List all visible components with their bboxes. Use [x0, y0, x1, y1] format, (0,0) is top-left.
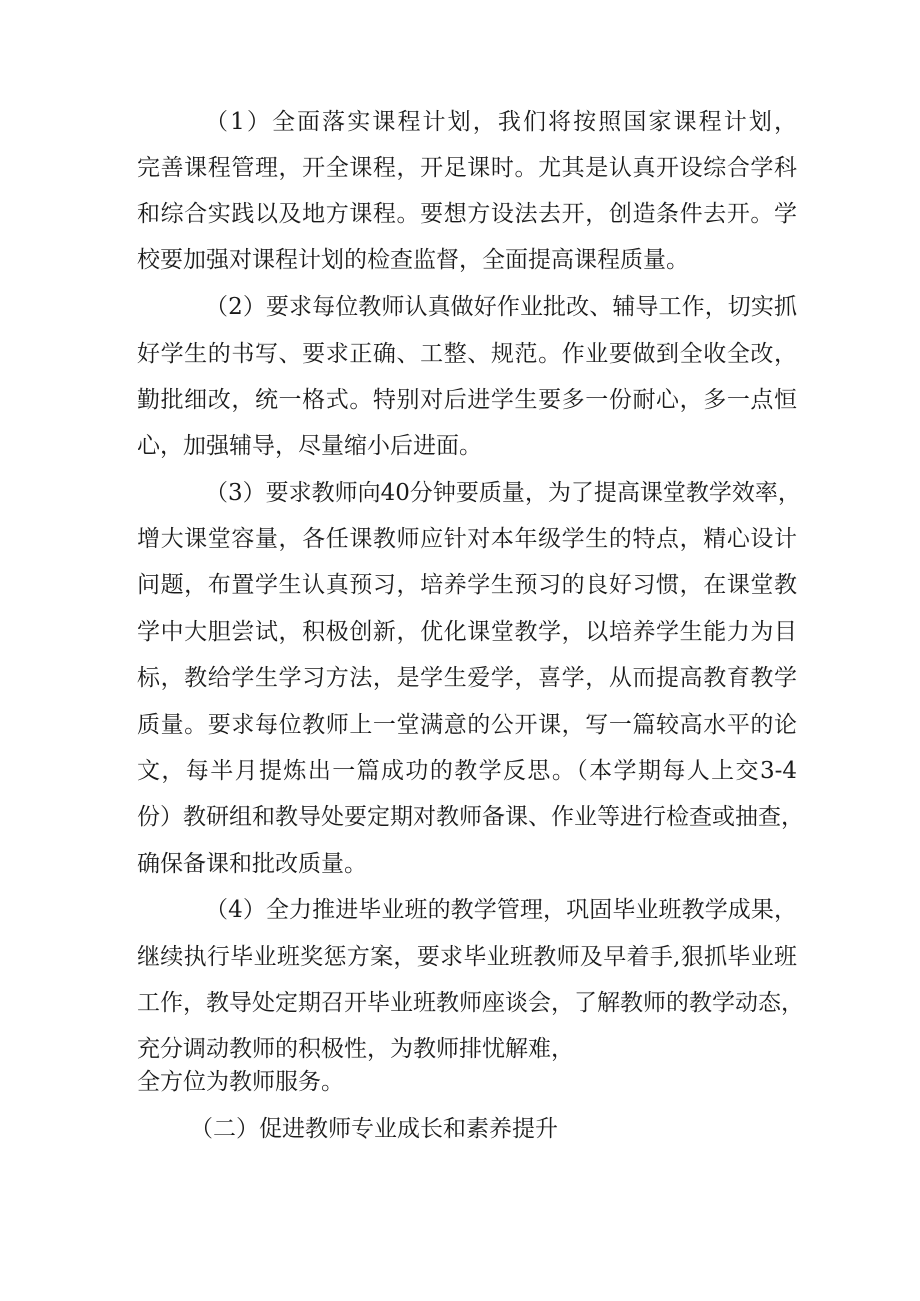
paragraph-2-line-2: 好学生的书写、要求正确、工整、规范。作业要做到全收全改， — [137, 341, 797, 367]
paragraph-1-line-2: 完善课程管理，开全课程，开足课时。尤其是认真开设综合学科 — [137, 155, 797, 181]
paragraph-3-line-3: 问题，布置学生认真预习，培养学生预习的良好习惯，在课堂教 — [137, 572, 797, 598]
paragraph-2-line-3: 勤批细改，统一格式。特别对后进学生要多一份耐心，多一点恒 — [137, 387, 797, 413]
paragraph-2-line-1: （2）要求每位教师认真做好作业批改、辅导工作，切实抓 — [205, 294, 797, 320]
paragraph-3-line-2: 增大课堂容量，各任课教师应针对本年级学生的特点，精心设计 — [137, 526, 797, 552]
paragraph-3-line-9: 确保备课和批改质量。 — [137, 851, 367, 877]
paragraph-1-line-3: 和综合实践以及地方课程。要想方设法去开，创造条件去开。学 — [137, 201, 797, 227]
paragraph-3-line-6: 质量。要求每位教师上一堂满意的公开课，写一篇较高水平的论 — [137, 712, 797, 738]
paragraph-4-line-4: 充分调动教师的积极性，为教师排忧解难， — [137, 1036, 574, 1062]
paragraph-3-line-4: 学中大胆尝试，积极创新，优化课堂教学，以培养学生能力为目 — [137, 619, 797, 645]
paragraph-2-line-4: 心，加强辅导，尽量缩小后进面。 — [137, 433, 482, 459]
paragraph-4-line-3: 工作，教导处定期召开毕业班教师座谈会，了解教师的教学动态， — [137, 990, 804, 1016]
paragraph-1-line-4: 校要加强对课程计划的检查监督，全面提高课程质量。 — [137, 247, 689, 273]
paragraph-4-line-5: 全方位为教师服务。 — [137, 1069, 344, 1095]
paragraph-4-line-2: 继续执行毕业班奖惩方案，要求毕业班教师及早着手,狠抓毕业班 — [137, 944, 797, 970]
paragraph-3-line-8: 份）教研组和教导处要定期对教师备课、作业等进行检查或抽查， — [137, 804, 804, 830]
section-heading: （二）促进教师专业成长和素养提升 — [190, 1116, 558, 1142]
paragraph-3-line-7: 文，每半月提炼出一篇成功的教学反思。（本学期每人上交3-4 — [137, 758, 797, 784]
paragraph-3-line-5: 标，教给学生学习方法，是学生爱学，喜学，从而提高教育教学 — [137, 665, 797, 691]
paragraph-1-line-1: （1）全面落实课程计划，我们将按照国家课程计划， — [205, 109, 797, 135]
paragraph-3-line-1: （3）要求教师向40分钟要质量，为了提高课堂教学效率， — [205, 480, 801, 506]
paragraph-4-line-1: （4）全力推进毕业班的教学管理，巩固毕业班教学成果， — [205, 897, 797, 923]
